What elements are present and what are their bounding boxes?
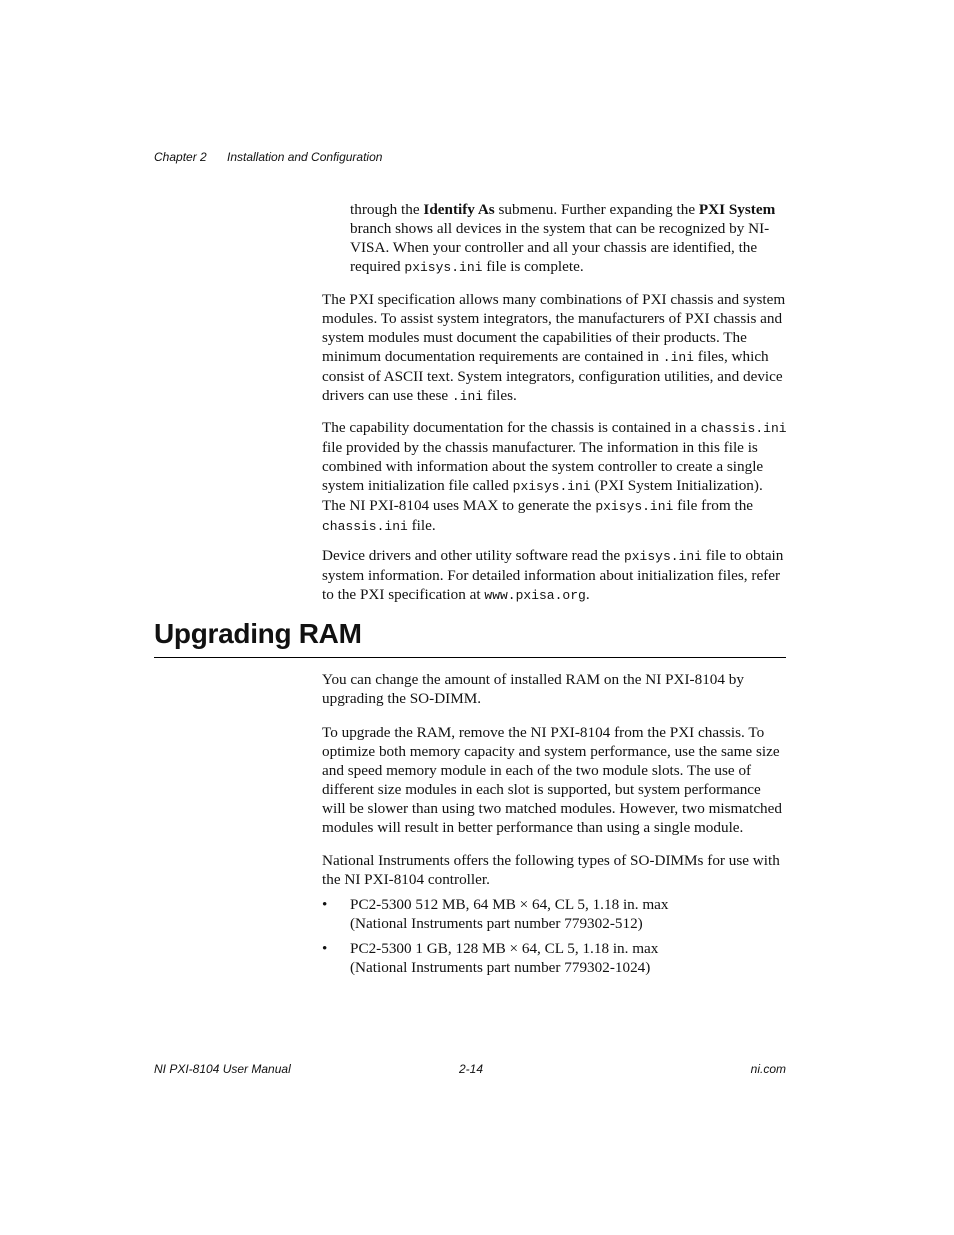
text-run: file is complete. <box>482 257 584 275</box>
bullet-icon: • <box>322 896 328 913</box>
continuation-paragraph <box>350 201 786 278</box>
text-run: . <box>585 585 590 603</box>
filename-code: chassis.ini <box>322 518 408 534</box>
text-run: file. <box>407 516 436 534</box>
list-item-line: PC2-5300 512 MB, 64 MB × 64, CL 5, 1.18 in. max <box>350 896 669 913</box>
pxi-spec-paragraph <box>322 291 788 406</box>
so-dimm-offer-paragraph <box>322 852 788 890</box>
filename-code: .ini <box>662 349 694 365</box>
bullet-icon: • <box>322 939 328 957</box>
paragraph-text: To upgrade the RAM, remove the NI PXI-8104 from the PXI chassis. To optimize both memory capacity and system performance, use the same size and speed memory module in each of the two module slots. The use of different size modules in each slot is supported, but system performance will be slower than using two matched modules. However, two mismatched modules will result in better performance than using a single module. <box>322 724 782 836</box>
footer-page-number: 2-14 <box>459 1062 484 1076</box>
pxi-system-menu-term: PXI System <box>698 201 776 218</box>
section-rule <box>154 657 786 658</box>
footer-manual-title: NI PXI-8104 User Manual <box>154 1062 291 1076</box>
text-run: The PXI specification allows many combinations of PXI chassis and system modules. To assist system integrators, the manufacturers of PXI chassis and system modules must document the capabilities of their products. The minimum documentation requirements are contained in <box>322 291 786 365</box>
text-run: The capability documentation for the chassis is contained in a <box>322 419 701 436</box>
device-drivers-paragraph <box>322 547 788 606</box>
so-dimm-list <box>322 896 788 984</box>
filename-code: chassis.ini <box>700 421 787 436</box>
paragraph-text: National Instruments offers the following types of SO-DIMMs for use with the NI PXI-8104 controller. <box>322 852 780 888</box>
text-run: Device drivers and other utility software read the <box>322 547 624 564</box>
text-run: submenu. Further expanding the <box>494 201 699 218</box>
list-item-line: (National Instruments part number 779302-1024) <box>350 958 651 976</box>
list-item <box>322 896 788 934</box>
list-item <box>322 940 788 978</box>
list-item-line: PC2-5300 1 GB, 128 MB × 64, CL 5, 1.18 in. max <box>350 939 659 957</box>
running-header <box>154 150 382 164</box>
list-item-line: (National Instruments part number 779302-512) <box>350 914 643 932</box>
url-code[interactable]: www.pxisa.org <box>484 587 586 603</box>
text-run: file to obtain system information. For detailed information about initialization files, refer to the PXI specification at <box>322 547 784 603</box>
chapter-title: Installation and Configuration <box>227 150 383 164</box>
identify-as-menu-term: Identify As <box>423 201 495 218</box>
footer-site[interactable]: ni.com <box>750 1062 786 1076</box>
capability-doc-paragraph <box>322 419 788 536</box>
section-title: Upgrading RAM <box>154 618 362 649</box>
text-run: file from the <box>673 496 754 514</box>
text-run: file provided by the chassis manufacturer. The information in this file is combined with information about the system controller to create a single system initialization file called <box>322 438 764 494</box>
paragraph-text: You can change the amount of installed RAM on the NI PXI-8104 by upgrading the SO-DIMM. <box>322 671 744 707</box>
chapter-label: Chapter 2 <box>154 150 207 164</box>
filename-code: pxisys.ini <box>595 498 674 514</box>
change-ram-paragraph <box>322 671 788 709</box>
filename-code: pxisys.ini <box>623 549 702 564</box>
text-run: files, which consist of ASCII text. System integrators, configuration utilities, and device drivers can use these <box>322 347 783 404</box>
text-run: branch shows all devices in the system that can be recognized by NI-VISA. When your controller and all your chassis are identified, the required <box>350 219 770 275</box>
filename-code: pxisys.ini <box>404 259 483 275</box>
text-run: through the <box>350 201 424 218</box>
filename-code: .ini <box>451 388 484 404</box>
text-run: files. <box>483 386 517 404</box>
text-run: (PXI System Initialization). The NI PXI-8104 uses MAX to generate the <box>322 476 763 514</box>
upgrade-ram-paragraph <box>322 724 788 837</box>
filename-code: pxisys.ini <box>512 478 591 494</box>
